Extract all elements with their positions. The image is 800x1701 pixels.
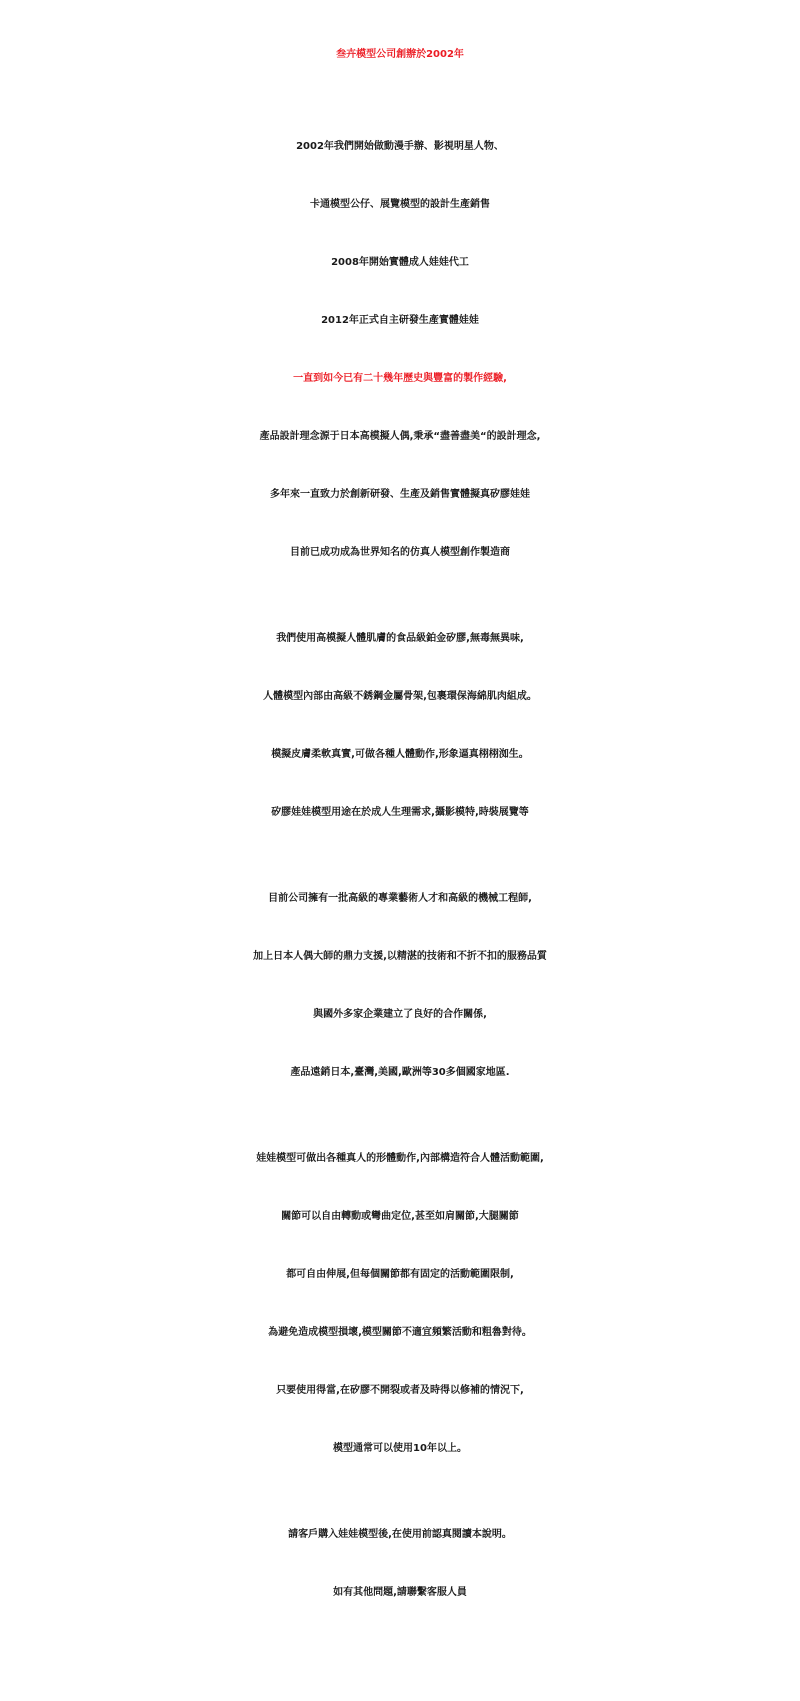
text-line: 目前公司擁有一批高級的專業藝術人才和高級的機械工程師, <box>268 893 532 904</box>
text-line: 關節可以自由轉動或彎曲定位,甚至如肩關節,大腿關節 <box>281 1211 519 1222</box>
text-line: 2008年開始實體成人娃娃代工 <box>331 257 469 268</box>
text-line: 都可自由伸展,但每個關節都有固定的活動範圍限制, <box>286 1269 514 1280</box>
text-line: 只要使用得當,在矽膠不開裂或者及時得以修補的情況下, <box>276 1385 524 1396</box>
text-line: 與國外多家企業建立了良好的合作關係, <box>313 1009 487 1020</box>
text-line: 產品遠銷日本,臺灣,美國,歐洲等30多個國家地區. <box>290 1067 510 1078</box>
text-line: 我們使用高模擬人體肌膚的食品級鉑金矽膠,無毒無異味, <box>276 633 524 644</box>
text-line: 卡通模型公仔、展覽模型的設計生產銷售 <box>310 199 490 210</box>
highlight-text-line: 一直到如今已有二十幾年歷史與豐富的製作經驗, <box>293 373 507 384</box>
text-line: 多年來一直致力於創新研發、生產及銷售實體擬真矽膠娃娃 <box>270 489 530 500</box>
text-line: 人體模型內部由高級不銹鋼金屬骨架,包裹環保海綿肌肉組成。 <box>263 691 537 702</box>
text-line: 模型通常可以使用10年以上。 <box>333 1443 467 1454</box>
text-line: 矽膠娃娃模型用途在於成人生理需求,攝影模特,時裝展覽等 <box>271 807 529 818</box>
page-title: 叁卉模型公司創辦於2002年 <box>336 49 464 60</box>
text-line: 2012年正式自主研發生產實體娃娃 <box>321 315 479 326</box>
text-line: 模擬皮膚柔軟真實,可做各種人體動作,形象逼真栩栩洳生。 <box>271 749 529 760</box>
text-line: 為避免造成模型損壞,模型關節不適宜頻繁活動和粗魯對待。 <box>268 1327 532 1338</box>
text-line: 請客戶購入娃娃模型後,在使用前認真閱讀本說明。 <box>288 1529 512 1540</box>
text-line: 加上日本人偶大師的鼎力支援,以精湛的技術和不折不扣的服務品質 <box>253 951 547 962</box>
text-line: 產品設計理念源于日本高模擬人偶,秉承“盡善盡美“的設計理念, <box>259 431 541 442</box>
text-line: 目前已成功成為世界知名的仿真人模型創作製造商 <box>290 547 510 558</box>
text-line: 2002年我們開始做動漫手辦、影視明星人物、 <box>296 141 504 152</box>
text-line: 娃娃模型可做出各種真人的形體動作,內部構造符合人體活動範圍, <box>256 1153 544 1164</box>
text-line: 如有其他問題,請聯繫客服人員 <box>333 1587 467 1598</box>
